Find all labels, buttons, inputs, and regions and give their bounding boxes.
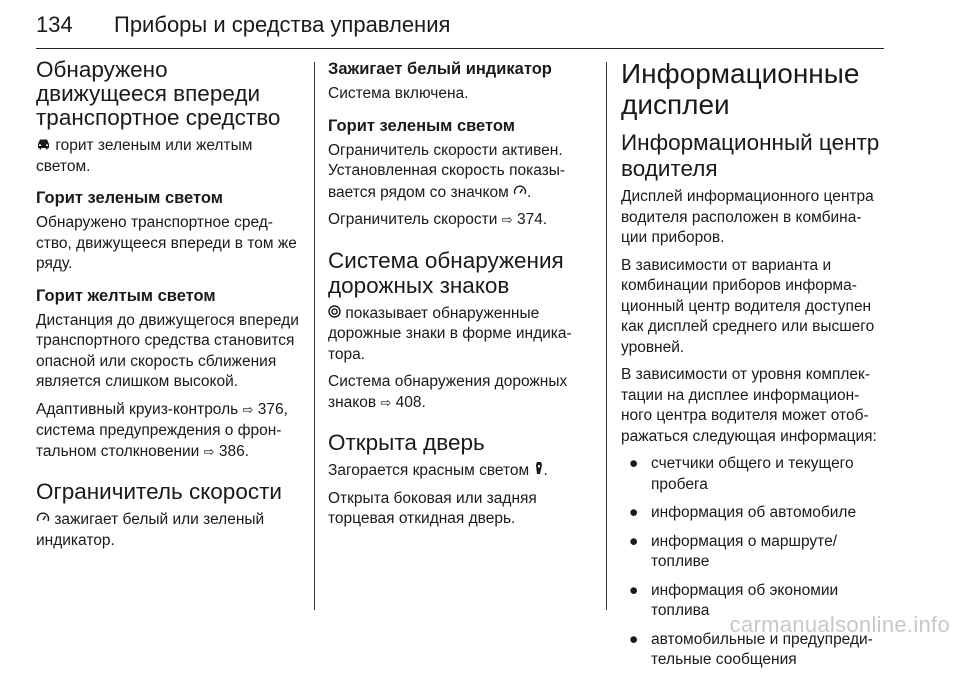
watermark: carmanualsonline.info xyxy=(729,612,950,637)
text: зажигает белый или зеленый индикатор. xyxy=(36,511,265,549)
text: Ограничитель скорости активен. Установленная скорость показы‐вается рядом со значком xyxy=(328,141,566,201)
list-item-text: информация об автомобиле xyxy=(651,504,857,521)
page-header xyxy=(36,2,884,47)
column-1 xyxy=(36,58,300,558)
paragraph: Обнаружено транспортное сред‐ство, движущееся впереди в том же ряду. xyxy=(36,214,297,272)
list-item xyxy=(621,503,887,524)
text: показывает обнаруженные дорожные знаки в форме индика‐тора. xyxy=(328,304,572,363)
text: Система обнаружения дорожных знаков xyxy=(328,373,568,411)
paragraph: Дисплей информационного центра водителя расположен в комбина‐ции приборов. xyxy=(621,188,874,246)
column-divider xyxy=(606,62,607,610)
section-heading-traffic-signs: Система обнаружения дорожных знаков xyxy=(328,247,564,298)
subsection-heading-driver-info-center: Информационный центр водителя xyxy=(621,130,880,181)
subheading-yellow: Горит желтым светом xyxy=(36,286,216,305)
header-rule xyxy=(36,48,884,49)
subheading-green: Горит зеленым светом xyxy=(36,189,223,207)
text: Адаптивный круиз-контроль xyxy=(36,400,239,418)
section-heading-door-open: Открыта дверь xyxy=(328,430,485,455)
bullet-icon: ● xyxy=(629,581,639,599)
bullet-icon: ● xyxy=(629,455,639,472)
page-reference-arrow-icon: ⇨ xyxy=(242,402,254,418)
paragraph: В зависимости от уровня комплек‐тации на дисплее информацион‐ного центра водителя может отоб‐ражаться следующая информация: xyxy=(621,366,877,445)
column-3 xyxy=(621,58,887,679)
text: Загорается красным светом xyxy=(328,462,530,479)
bullet-icon: ● xyxy=(629,532,639,550)
text: горит зеленым или желтым светом. xyxy=(36,137,253,175)
paragraph: Система включена. xyxy=(328,85,469,102)
paragraph xyxy=(328,303,588,366)
speed-limiter-icon xyxy=(36,509,50,530)
paragraph: Открыта боковая или задняя торцевая откидная дверь. xyxy=(328,489,537,527)
paragraph-ref: Система обнаружения дорожных знаков ⇨ 408. xyxy=(328,373,568,411)
bullet-icon: ● xyxy=(629,504,639,521)
page-reference-arrow-icon: ⇨ xyxy=(380,395,392,411)
list-item-text: информация об экономии топлива xyxy=(651,581,839,619)
text: Ограничитель скорости xyxy=(328,211,498,228)
list-item-text: автомобильные и предупреди‐тельные сообщения xyxy=(651,630,873,668)
list-item xyxy=(621,454,887,495)
text: , система предупреждения о фрон‐тальном столкновении xyxy=(36,400,288,460)
page-link-374[interactable]: 374 xyxy=(516,211,543,228)
page-reference-arrow-icon: ⇨ xyxy=(501,213,513,228)
speed-limiter-icon xyxy=(513,182,527,203)
paragraph: Загорается красным светом . xyxy=(328,462,548,479)
paragraph xyxy=(36,135,300,177)
page-link-408[interactable]: 408 xyxy=(395,393,422,411)
info-list xyxy=(621,454,887,671)
page-title: Приборы и средства управления xyxy=(114,11,451,37)
subheading-green: Горит зеленым светом xyxy=(328,116,515,135)
section-heading-speed-limiter: Ограничитель скорости xyxy=(36,479,282,504)
traffic-sign-icon xyxy=(328,303,341,324)
paragraph: Ограничитель скорости активен. Установленная скорость показы‐вается рядом со значком . xyxy=(328,141,566,201)
list-item-text: счетчики общего и текущего пробега xyxy=(651,455,854,493)
paragraph: В зависимости от варианта и комбинации приборов информа‐ционный центр водителя доступен как дисплей среднего или высшего уровней. xyxy=(621,256,875,356)
bullet-icon: ● xyxy=(629,630,639,648)
paragraph: Дистанция до движущегося впереди транспортного средства становится опасной или скорость сближения является слишком высокой. xyxy=(36,311,299,390)
door-open-icon xyxy=(534,460,544,481)
page-link-376[interactable]: 376 xyxy=(257,400,284,418)
page-link-386[interactable]: 386 xyxy=(218,442,245,460)
subheading-white: Зажигает белый индикатор xyxy=(328,60,552,78)
page-reference-arrow-icon: ⇨ xyxy=(203,444,215,460)
column-2 xyxy=(328,58,588,537)
section-heading-vehicle-ahead: Обнаружено движущееся впереди транспортное средство xyxy=(36,57,281,130)
column-divider xyxy=(314,62,315,610)
section-heading-info-displays: Информационные дисплеи xyxy=(621,58,860,120)
paragraph xyxy=(36,509,300,551)
list-item-text: информация о маршруте/ топливе xyxy=(651,532,838,570)
list-item xyxy=(621,532,887,573)
paragraph-acc: Адаптивный круиз-контроль ⇨ 376, система предупреждения о фрон‐тальном столкновении ⇨ 386. xyxy=(36,400,288,460)
paragraph-ref: Ограничитель скорости ⇨ 374. xyxy=(328,211,548,228)
vehicle-ahead-icon xyxy=(36,135,51,156)
page-number: 134 xyxy=(36,11,73,37)
